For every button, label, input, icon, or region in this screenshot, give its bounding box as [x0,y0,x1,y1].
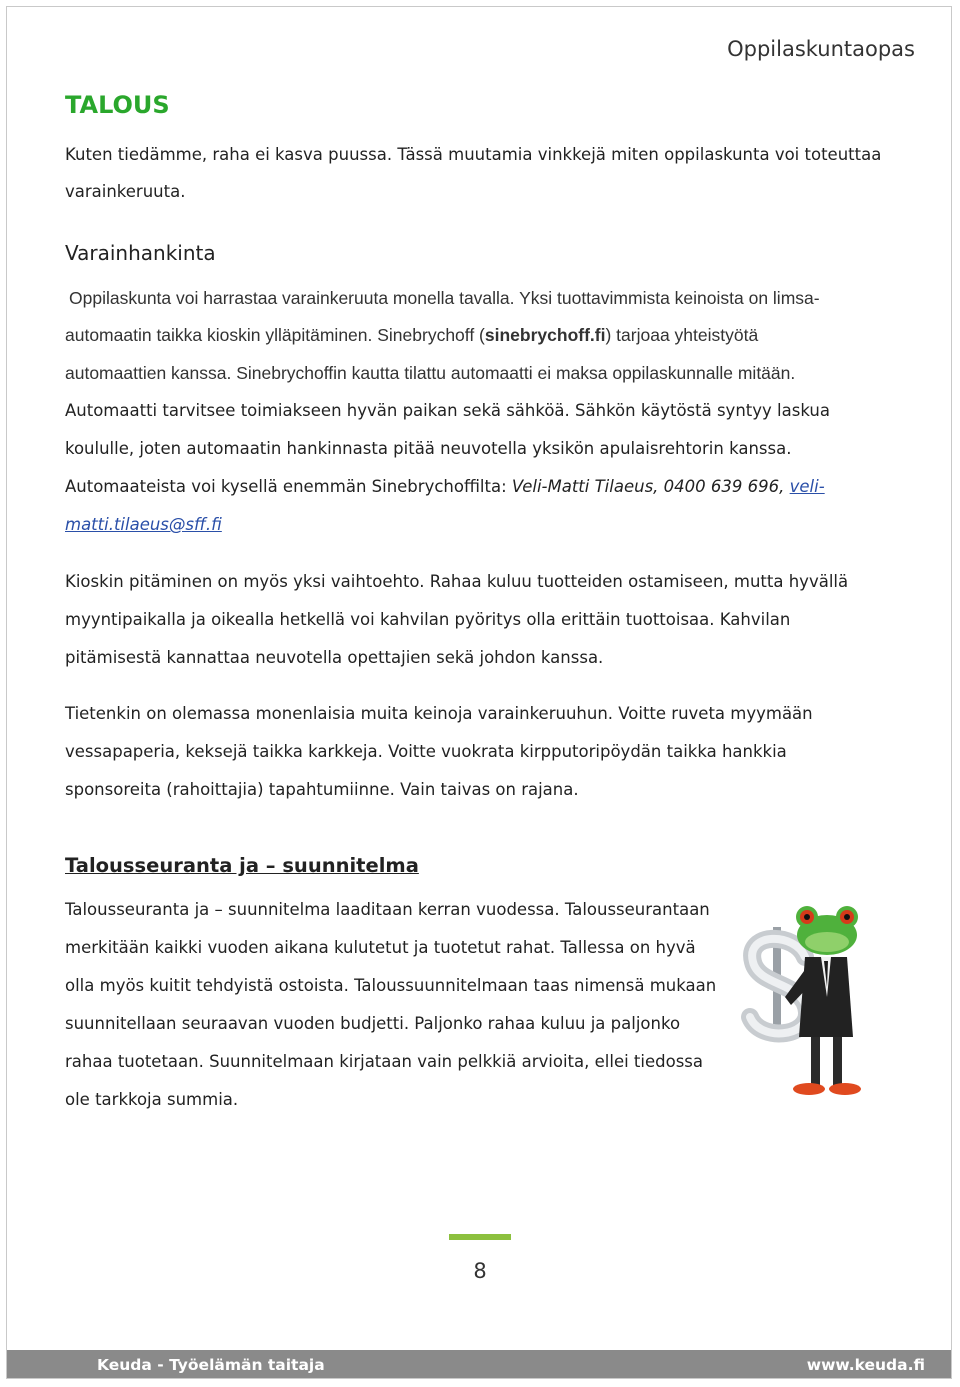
kioski-line-1: Kioskin pitäminen on myös yksi vaihtoehto. Rahaa kuluu tuotteiden ostamiseen, mutta hyvällä [65,572,849,591]
footer-left-text: Keuda - Työelämän taitaja [97,1356,325,1374]
email-link-part1[interactable]: veli- [789,477,825,496]
sinebrychoff-domain: sinebrychoff. [484,325,595,345]
kioski-line-2: myyntipaikalla ja oikealla hetkellä voi kahvilan pyöritys olla erittäin tuottoisaa. Kahvilan [65,610,791,629]
email-link-part2[interactable]: matti.tilaeus@sff.fi [65,515,222,534]
header-title: Oppilaskuntaopas [727,37,915,61]
talousseuranta-line-4: suunnitellaan seuraavan vuoden budjetti. Paljonko rahaa kuluu ja paljonko [65,1014,681,1033]
varainhankinta-line-4b: Sähkön käytöstä syntyy laskua [569,401,830,420]
page-number: 8 [473,1259,487,1283]
varainhankinta-line-3: automaattien kanssa. Sinebrychoffin kautta tilattu automaatti ei maksa oppilaskunnalle mitään. [65,363,796,383]
muut-line-3: sponsoreita (rahoittajia) tapahtumiinne. Vain taivas on rajana. [65,780,579,799]
varainhankinta-line-5: koululle, joten automaatin hankinnasta pitää neuvotella yksikön apulaisrehtorin kanssa. [65,439,792,458]
contact-info: Veli-Matti Tilaeus, 0400 639 696, [511,477,790,496]
frog-dollar-illustration [735,887,895,1107]
varainhankinta-line-1: Oppilaskunta voi harrastaa varainkeruuta monella tavalla. Yksi tuottavimmista keinoista on limsa- [69,288,820,308]
page-number-bar [449,1234,511,1240]
varainhankinta-heading: Varainhankinta [65,241,216,265]
varainhankinta-line-2-text: automaatin taikka kioskin ylläpitäminen. Sinebrychoff ( [65,325,485,345]
document-page [6,6,952,1379]
kioski-line-3: pitämisestä kannattaa neuvotella opettajien sekä johdon kanssa. [65,648,604,667]
talousseuranta-line-2: merkitään kaikki vuoden aikana kulutetut ja tuotetut rahat. Tallessa on hyvä [65,938,696,957]
varainhankinta-line-6 [65,477,825,496]
muut-line-1: Tietenkin on olemassa monenlaisia muita keinoja varainkeruuhun. Voitte ruveta myymään [65,704,813,723]
talousseuranta-line-6: ole tarkkoja summia. [65,1090,239,1109]
footer-website-link[interactable]: www.keuda.fi [806,1356,925,1374]
varainhankinta-line-4 [65,401,830,420]
talousseuranta-line-3: olla myös kuitit tehdyistä ostoista. Taloussuunnitelmaan taas nimensä mukaan [65,976,717,995]
varainhankinta-line-4a: Automaatti tarvitsee toimiakseen hyvän paikan sekä sähköä. [65,401,570,420]
intro-line-2: varainkeruuta. [65,182,186,201]
talousseuranta-heading: Talousseuranta ja – suunnitelma [65,854,419,877]
muut-line-2: vessapaperia, keksejä taikka karkkeja. Voitte vuokrata kirpputoripöydän taikka hankkia [65,742,787,761]
varainhankinta-line-6-text: Automaateista voi kysellä enemmän Sinebrychoffilta: [65,477,512,496]
varainhankinta-line-2 [65,325,758,346]
varainhankinta-line-7 [65,515,222,534]
intro-line-1: Kuten tiedämme, raha ei kasva puussa. Tässä muutamia vinkkejä miten oppilaskunta voi toteuttaa [65,145,882,164]
footer-bar [7,1350,952,1379]
sinebrychoff-tld: fi [594,325,606,345]
talousseuranta-line-5: rahaa tuotetaan. Suunnitelmaan kirjataan vain pelkkiä arvioita, ellei tiedossa [65,1052,703,1071]
talousseuranta-line-1: Talousseuranta ja – suunnitelma laaditaan kerran vuodessa. Talousseurantaan [65,900,710,919]
varainhankinta-line-2-end: ) tarjoaa yhteistyötä [605,325,759,345]
section-title: TALOUS [65,91,170,119]
